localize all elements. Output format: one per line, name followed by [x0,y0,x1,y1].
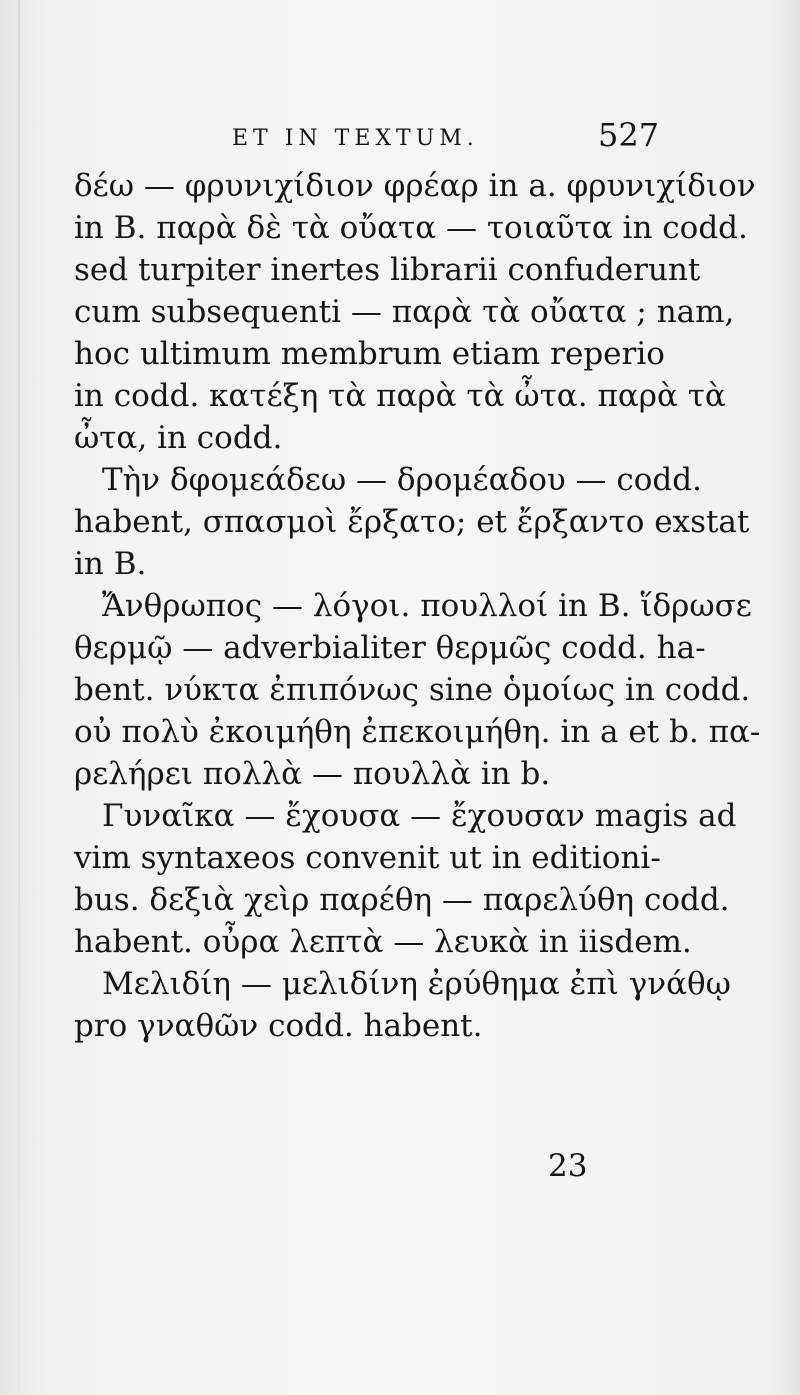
paragraph-start-line: Μελιδίη — μελιδίνη ἐρύθημα ἐπὶ γνάθῳ [102,966,731,1002]
text-line: in B. παρὰ δὲ τὰ οὔατα — τοιαῦτα in codd. [74,210,748,246]
body-text [74,165,761,1047]
paragraph-start-line: Τὴν δφομεάδεω — δρομέαδου — codd. [102,462,702,498]
text-line: bent. νύκτα ἐπιπόνως sine ὁμοίως in codd. [74,672,751,708]
page-number: 527 [598,116,660,154]
running-head: ET IN TEXTUM. [232,126,479,151]
text-line: pro γναθῶν codd. habent. [74,1008,483,1044]
paragraph-start-line: Ἄνθρωπος — λόγοι. πουλλοί in B. ἵδρωσε [102,588,752,624]
text-line: sed turpiter inertes librarii confuderunt [74,252,701,288]
text-line: habent. οὖρα λεπτὰ — λευκὰ in iisdem. [74,924,692,960]
text-line: in B. [74,546,147,582]
text-line: οὐ πολὺ ἐκοιμήθη ἐπεκοιμήθη. in a et b. πα- [74,714,761,750]
paragraph-start-line: Γυναῖκα — ἔχουσα — ἔχουσαν magis ad [102,798,737,834]
text-line: vim syntaxeos convenit ut in editioni- [74,840,661,876]
text-line: hoc ultimum membrum etiam reperio [74,336,665,372]
text-line: θερμῷ — adverbialiter θερμῶς codd. ha- [74,630,706,666]
page-edge-shadow [18,0,20,1395]
text-line: in codd. κατέξη τὰ παρὰ τὰ ὦτα. παρὰ τὰ [74,378,726,414]
text-line: cum subsequenti — παρὰ τὰ οὔατα ; nam, [74,294,735,330]
text-line: habent, σπασμοὶ ἔρξατο; et ἔρξαντο exstat [74,504,750,540]
text-line: bus. δεξιὰ χεὶρ παρέθη — παρελύθη codd. [74,882,730,918]
text-line: δέω — φρυνιχίδιον φρέαρ in a. φρυνιχίδιον [74,168,756,204]
signature-mark: 23 [548,1148,588,1184]
text-line: ὦτα, in codd. [74,420,283,456]
text-line: ρελήρει πολλὰ — πουλλὰ in b. [74,756,551,792]
